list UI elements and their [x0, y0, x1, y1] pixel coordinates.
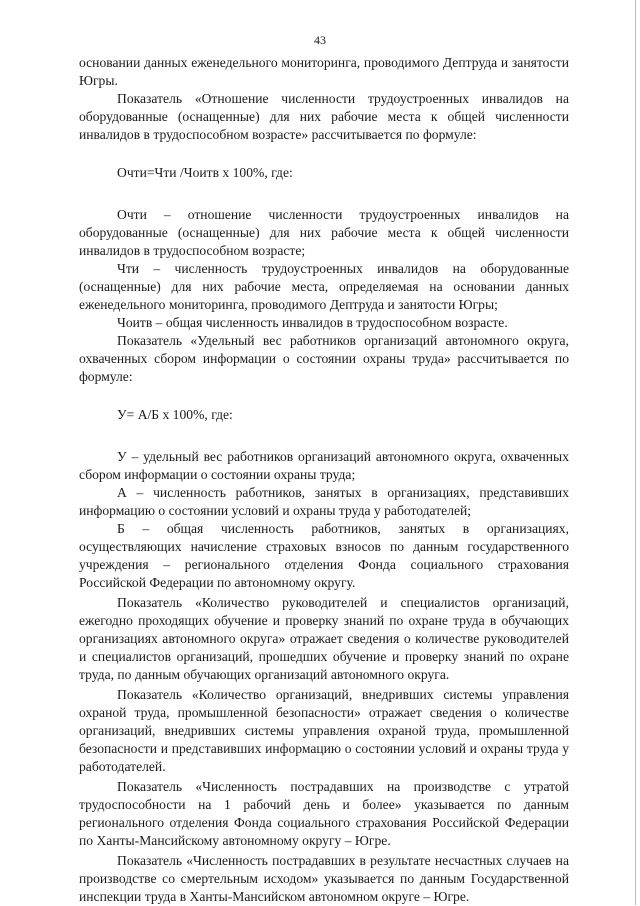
paragraph-indicator-labor-safety-share: Показатель «Удельный вес работников организаций автономного округа, охваченных сбором информации о состоянии охраны труда» рассчитывается по формуле: [79, 333, 569, 384]
paragraph-indicator-injured: Показатель «Численность пострадавших на производстве с утратой трудоспособности на 1 рабочий день и более» указывается по данным регионального отделения Фонда социального страхования Российской Федерации по Ханты-Мансийскому автономному округу – Югре. [79, 779, 569, 848]
paragraph-indicator-disabled-employment: Показатель «Отношение численности трудоустроенных инвалидов на оборудованные (оснащенные) для них рабочие места к общей численности инвалидов в трудоспособном возрасте» рассчитывается по формуле: [79, 91, 569, 142]
formula-u: У= А/Б х 100%, где: [117, 407, 233, 422]
definition-chti: Чти – численность трудоустроенных инвалидов на оборудованные (оснащенные) для них рабочие места, определяемая на основании данных еженедельного мониторинга, проводимого Дептруда и занятости Югры; [79, 261, 569, 312]
definition-choitv: Чоитв – общая численность инвалидов в трудоспособном возрасте. [117, 315, 508, 330]
page-number: 43 [314, 33, 326, 47]
paragraph-indicator-fatal: Показатель «Численность пострадавших в результате несчастных случаев на производстве со смертельным исходом» указывается по данным Государственной инспекции труда в Ханты-Мансийском автономном округе – Югре. [79, 853, 569, 904]
paragraph-indicator-management-systems: Показатель «Количество организаций, внедривших системы управления охраной труда, промышленной безопасности» отражает сведения о количестве организаций, внедривших системы управления охраной труда, промышленной безопасности и представивших информацию о состоянии условий и охраны труда у работодателей. [79, 687, 569, 774]
definition-ochti: Очти – отношение численности трудоустроенных инвалидов на оборудованные (оснащенные) для них рабочие места к общей численности инвалидов в трудоспособном возрасте; [79, 207, 569, 258]
paragraph-continuation: основании данных еженедельного мониторинга, проводимого Дептруда и занятости Югры. [79, 55, 569, 88]
document-body [79, 54, 569, 906]
paragraph-indicator-training: Показатель «Количество руководителей и специалистов организаций, ежегодно проходящих обучение и проверку знаний по охране труда в обучающих организациях автономного округа» отражает сведения о количестве руководителей и специалистов организаций, прошедших обучение и проверку знаний по охране труда, по данным обучающих организаций автономного округа. [79, 595, 569, 682]
definition-b: Б – общая численность работников, занятых в организациях, осуществляющих начисление страховых взносов по данным государственного учреждения – регионального отделения Фонда социального страхования Российской Федерации по автономному округу. [79, 521, 569, 590]
definition-a: А – численность работников, занятых в организациях, представивших информацию о состоянии условий и охраны труда у работодателей; [79, 485, 569, 518]
page-edge-line [635, 0, 636, 905]
definition-u: У – удельный вес работников организаций автономного округа, охваченных сбором информации о состоянии охраны труда; [79, 449, 569, 482]
formula-ochti: Очти=Чти /Чоитв х 100%, где: [117, 165, 293, 180]
